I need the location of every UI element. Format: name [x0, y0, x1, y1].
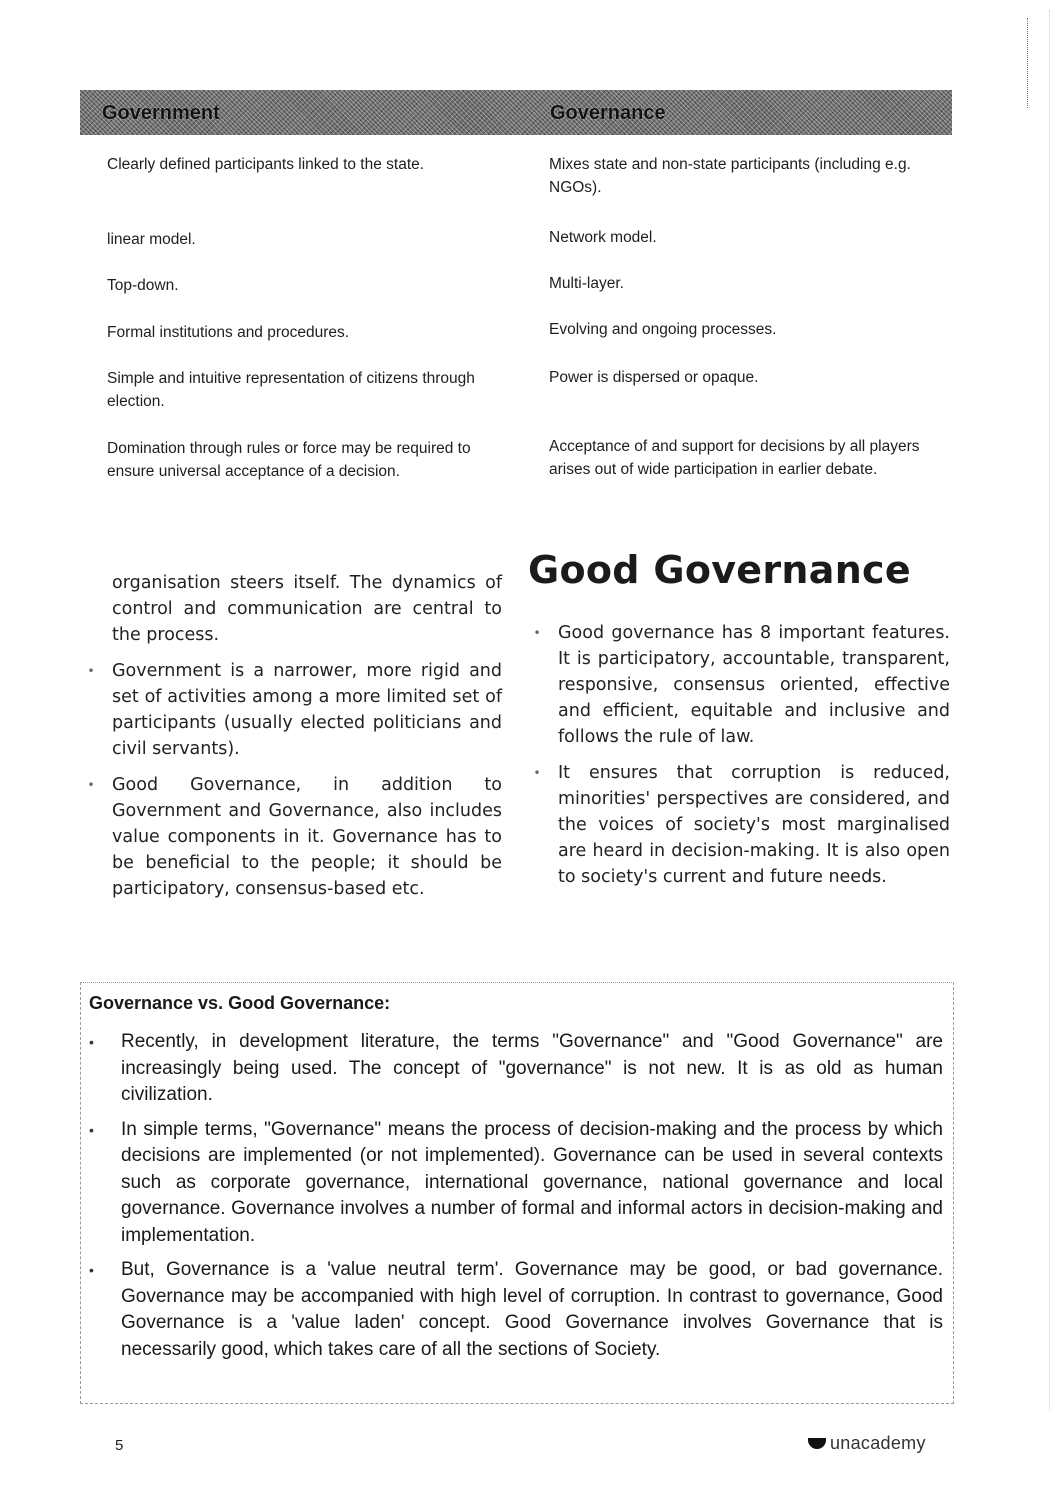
cell-governance: Network model.	[549, 229, 657, 246]
left-column	[87, 570, 502, 912]
cell-government: linear model.	[107, 231, 196, 248]
box-list	[89, 1029, 943, 1371]
cell-government: Domination through rules or force may be required to ensure universal acceptance of a decision.	[107, 440, 471, 480]
cell-governance: Power is dispersed or opaque.	[549, 369, 759, 386]
list-item-text: But, Governance is a 'value neutral term'. Governance may be good, or bad governance. Governance may be accompanied with high level of corruption. In contrast to governance, Good Governance is a 'value laden' concept. Good Governance involves Governance that is necessarily good, which takes care of all the sections of Society.	[121, 1259, 943, 1360]
continuation-paragraph: organisation steers itself. The dynamics of control and communication are central to the process.	[112, 573, 502, 645]
cell-governance: Acceptance of and support for decisions by all players arises out of wide participation in earlier debate.	[549, 438, 920, 478]
list-item	[89, 1257, 943, 1363]
cell-government: Top-down.	[107, 277, 179, 294]
list-item-text: Recently, in development literature, the terms "Governance" and "Good Governance" are increasingly being used. The concept of "governance" is not new. It is as old as human civilization.	[121, 1031, 943, 1105]
list-item	[533, 620, 950, 750]
header-governance: Governance	[550, 102, 666, 124]
list-item	[89, 1029, 943, 1109]
list-item-text: In simple terms, "Governance" means the process of decision-making and the process by which decisions are implemented (or not implemented). Governance can be used in several contexts such as corporate governance, international governance, national governance and local governance. Governance involves a number of formal and informal actors in decision-making and implementation.	[121, 1118, 943, 1246]
unacademy-logo-icon	[808, 1438, 826, 1449]
list-item-text: Government is a narrower, more rigid and set of activities among a more limited set of participants (usually elected politicians and civil servants).	[112, 661, 502, 759]
bullet-icon: •	[533, 766, 541, 780]
list-item-text: Good governance has 8 important features. It is participatory, accountable, transparent, responsive, consensus oriented, effective and efficient, equitable and inclusive and follows the rule of law.	[558, 623, 950, 747]
cell-government: Formal institutions and procedures.	[107, 324, 350, 341]
bullet-icon: •	[89, 1034, 94, 1050]
brand-name: unacademy	[830, 1433, 926, 1453]
cell-government: Clearly defined participants linked to the state.	[107, 156, 425, 173]
right-column	[533, 620, 950, 900]
cell-governance: Mixes state and non-state participants (including e.g. NGOs).	[549, 156, 911, 196]
list-item	[87, 772, 502, 902]
table-header	[80, 90, 952, 135]
governance-vs-good-governance-box	[80, 982, 954, 1404]
bullet-icon: •	[87, 664, 95, 678]
section-title: Good Governance	[528, 548, 911, 592]
header-government: Government	[102, 102, 220, 124]
list-item-text: Good Governance, in addition to Government and Governance, also includes value components in it. Governance has to be beneficial to the people; it should be participatory, consensus-based etc.	[112, 775, 502, 899]
list-item	[89, 1117, 943, 1250]
scan-artifact	[1049, 10, 1052, 1410]
box-title: Governance vs. Good Governance:	[89, 993, 391, 1013]
cell-governance: Evolving and ongoing processes.	[549, 321, 777, 338]
cell-government: Simple and intuitive representation of citizens through election.	[107, 370, 475, 410]
bullet-icon: •	[533, 626, 541, 640]
brand	[808, 1433, 926, 1454]
page-number: 5	[115, 1437, 124, 1454]
bullet-icon: •	[89, 1262, 94, 1278]
list-item	[533, 760, 950, 890]
bullet-icon: •	[89, 1121, 94, 1138]
scan-artifact	[1027, 18, 1030, 108]
list-item	[87, 658, 502, 762]
list-item-text: It ensures that corruption is reduced, minorities' perspectives are considered, and the voices of society's most marginalised are heard in decision-making. It is also open to society's current and future needs.	[558, 763, 950, 887]
cell-governance: Multi-layer.	[549, 275, 624, 292]
bullet-icon: •	[87, 778, 95, 792]
